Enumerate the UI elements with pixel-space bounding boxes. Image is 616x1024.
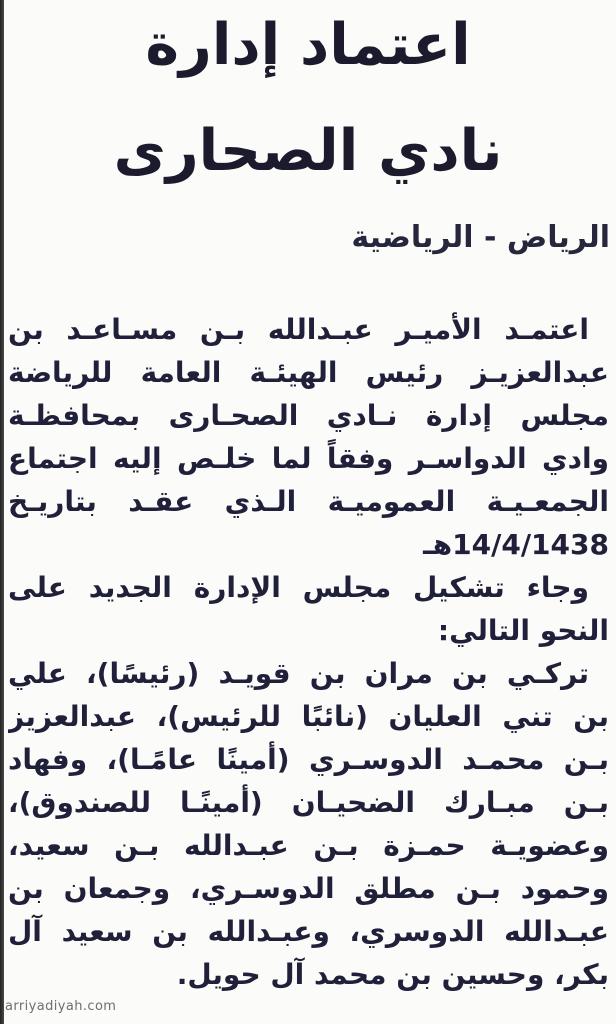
body-line: الجمعـيـة العموميـة الـذي عقـد بتاريـخ — [8, 485, 609, 518]
body-line: وجاء تشكيل مجلس الإدارة الجديد على — [8, 571, 589, 604]
body-line: النحو التالي: — [437, 614, 609, 647]
scan-edge-line — [0, 0, 4, 1024]
byline: الرياض - الرياضية — [351, 220, 610, 255]
body-line-date: 14/4/1438هـ — [423, 528, 609, 561]
body-line: تركـي بن مران بن قويـد (رئيسًا)، علي — [8, 657, 589, 690]
body-line: وادي الدواسـر وفقاً لما خلـص إليه اجتماع — [8, 442, 609, 475]
article-body — [8, 308, 609, 996]
title-line-2: نادي الصحارى — [113, 118, 503, 184]
body-line: بكر، وحسين بن محمد آل حويل. — [176, 958, 609, 991]
body-line: اعتمـد الأميـر عبـدالله بـن مسـاعـد بن — [8, 313, 589, 346]
body-line: مجلس إدارة نـادي الصحـارى بمحافظـة — [8, 399, 609, 432]
title-line-1: اعتماد إدارة — [145, 12, 471, 78]
body-line: عبـدالله الدوسري، وعبـدالله بن سعيد آل — [8, 915, 609, 948]
watermark: arriyadiyah.com — [5, 999, 117, 1014]
body-line: وحمود بـن مطلق الدوسـري، وجمعان بن — [8, 872, 609, 905]
body-line: عبدالعزيـز رئيس الهيئـة العامة للرياضة — [8, 356, 609, 389]
body-line: بـن محمـد الدوسـري (أمينًا عامًـا)، وفهاد — [8, 743, 609, 776]
body-line: بن تني العليان (نائبًا للرئيس)، عبدالعزيز — [8, 700, 609, 733]
article-title — [10, 0, 606, 204]
body-line: وعضويـة حمـزة بـن عبـدالله بـن سعيد، — [8, 829, 609, 862]
body-line: بـن مبـارك الضحيـان (أمينًـا للصندوق)، — [8, 786, 609, 819]
